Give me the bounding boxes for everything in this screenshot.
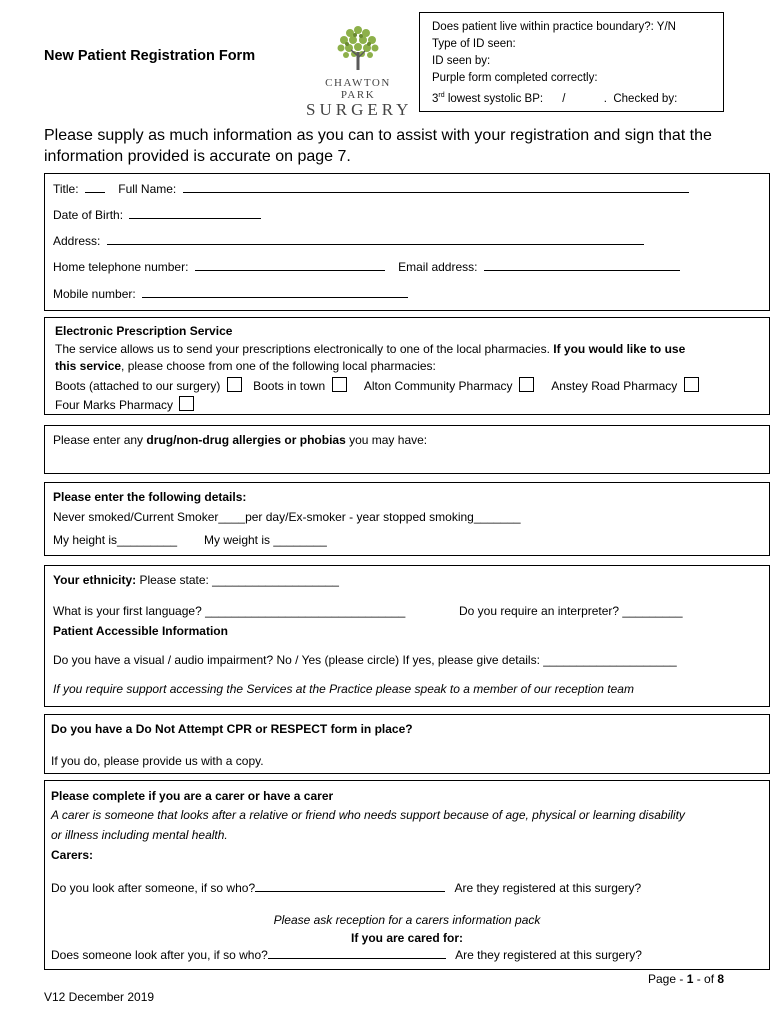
admin-line-id-seen-by: ID seen by: xyxy=(432,55,491,67)
option-boots-town-checkbox[interactable] xyxy=(332,377,347,392)
weight-field[interactable]: My weight is ________ xyxy=(204,533,327,547)
look-after-label: Do you look after someone, if so who? xyxy=(51,881,256,895)
someone-after-field[interactable] xyxy=(268,948,446,959)
impairment-field[interactable]: Do you have a visual / audio impairment? No / Yes (please circle) If yes, please give details: ____________________ xyxy=(53,653,677,667)
eps-section xyxy=(44,317,770,415)
office-use-box xyxy=(419,12,724,112)
dob-label: Date of Birth: xyxy=(53,208,124,222)
admin-line-boundary: Does patient live within practice boundary?: Y/N xyxy=(432,21,676,33)
language-field[interactable]: What is your first language? ______________________________ xyxy=(53,604,406,618)
carer-section xyxy=(44,780,770,970)
details-heading: Please enter the following details: xyxy=(53,490,247,504)
allergies-section xyxy=(44,425,770,474)
allergies-bold: drug/non-drug allergies or phobias xyxy=(146,433,346,447)
cpr-heading: Do you have a Do Not Attempt CPR or RESPECT form in place? xyxy=(51,722,413,736)
option-boots-town-label: Boots in town xyxy=(253,379,326,393)
allergies-suffix: you may have: xyxy=(345,433,428,447)
look-after-field[interactable] xyxy=(255,881,445,892)
logo-text-line2: SURGERY xyxy=(306,100,413,119)
mobile-field[interactable] xyxy=(142,287,408,298)
registered-2-label: Are they registered at this surgery? xyxy=(455,948,642,962)
option-boots-surgery-label: Boots (attached to our surgery) xyxy=(55,379,221,393)
carer-definition-1: A carer is someone that looks after a relative or friend who needs support because of age, physical or learning disability xyxy=(51,808,685,822)
admin-line-purple-form: Purple form completed correctly: xyxy=(432,72,598,84)
address-field[interactable] xyxy=(107,234,644,245)
carer-heading: Please complete if you are a carer or have a carer xyxy=(51,789,334,803)
eps-text-2-bold: this service xyxy=(55,359,122,373)
carers-label: Carers: xyxy=(51,848,94,862)
pai-heading: Patient Accessible Information xyxy=(53,624,228,638)
eps-text-1: The service allows us to send your prescriptions electronically to one of the local pharmacies. xyxy=(55,342,550,356)
home-phone-field[interactable] xyxy=(195,260,385,271)
cpr-section xyxy=(44,714,770,774)
smoking-field[interactable]: Never smoked/Current Smoker____per day/Ex-smoker - year stopped smoking_______ xyxy=(53,510,521,524)
cpr-text: If you do, please provide us with a copy. xyxy=(51,754,264,768)
mobile-label: Mobile number: xyxy=(53,287,136,301)
intro-text: Please supply as much information as you can to assist with your registration and sign that the information provided is accurate on page 7. xyxy=(44,127,712,165)
ethnicity-label: Your ethnicity: xyxy=(53,573,137,587)
admin-line-id-type: Type of ID seen: xyxy=(432,38,516,50)
cared-for-heading: If you are cared for: xyxy=(350,931,464,945)
carers-pack-note: Please ask reception for a carers information pack xyxy=(273,913,541,927)
fullname-field[interactable] xyxy=(183,182,689,193)
email-label: Email address: xyxy=(398,260,478,274)
option-four-marks-label: Four Marks Pharmacy xyxy=(55,398,174,412)
address-label: Address: xyxy=(53,234,101,248)
option-alton-checkbox[interactable] xyxy=(519,377,534,392)
eps-text-2: , please choose from one of the following local pharmacies: xyxy=(121,359,436,373)
eps-heading: Electronic Prescription Service xyxy=(55,324,233,338)
surgery-logo xyxy=(306,22,413,119)
option-boots-surgery-checkbox[interactable] xyxy=(227,377,242,392)
eps-text-1-bold: If you would like to use xyxy=(553,342,686,356)
support-note: If you require support accessing the Services at the Practice please speak to a member of our reception team xyxy=(53,682,634,696)
home-phone-label: Home telephone number: xyxy=(53,260,189,274)
carer-definition-2: or illness including mental health. xyxy=(51,828,228,842)
page-number: Page - 1 - of 8 xyxy=(648,972,725,986)
title-label: Title: xyxy=(53,182,79,196)
email-field[interactable] xyxy=(484,260,680,271)
personal-details-section xyxy=(44,173,770,311)
ethnicity-field[interactable]: Please state: ___________________ xyxy=(136,573,339,587)
tree-icon xyxy=(331,22,385,72)
allergies-field[interactable] xyxy=(53,450,753,470)
option-anstey-label: Anstey Road Pharmacy xyxy=(551,379,678,393)
title-field[interactable] xyxy=(85,182,105,193)
allergies-prefix: Please enter any xyxy=(53,433,147,447)
option-anstey-checkbox[interactable] xyxy=(684,377,699,392)
admin-line-bp: 3rd lowest systolic BP: / . Checked by: xyxy=(432,92,678,105)
dob-field[interactable] xyxy=(129,208,261,219)
someone-after-label: Does someone look after you, if so who? xyxy=(51,948,268,962)
ethnicity-section xyxy=(44,565,770,707)
height-field[interactable]: My height is_________ xyxy=(53,533,178,547)
version-label: V12 December 2019 xyxy=(44,990,155,1004)
option-four-marks-checkbox[interactable] xyxy=(179,396,194,411)
form-title: New Patient Registration Form xyxy=(44,48,256,64)
logo-text-line1: CHAWTON PARK xyxy=(325,77,391,101)
option-alton-label: Alton Community Pharmacy xyxy=(363,379,513,393)
interpreter-field[interactable]: Do you require an interpreter? _________ xyxy=(459,604,683,618)
fullname-label: Full Name: xyxy=(118,182,177,196)
details-section xyxy=(44,482,770,556)
registered-1-label: Are they registered at this surgery? xyxy=(454,881,642,895)
